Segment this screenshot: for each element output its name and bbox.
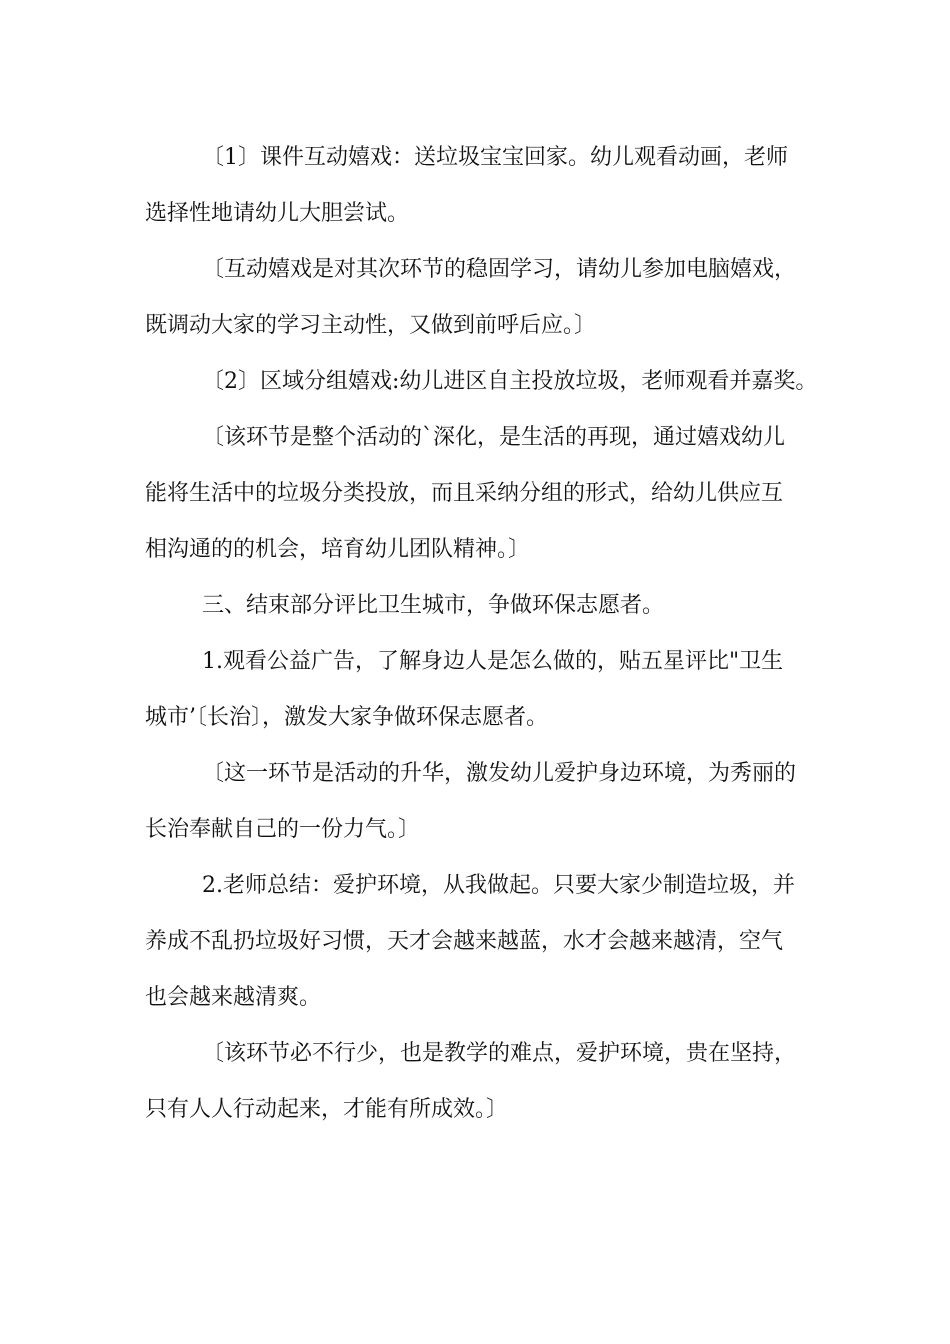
text-line: 长治奉献自己的一份力气。〕 <box>145 817 421 842</box>
text-line: 〔该环节是整个活动的`深化，是生活的再现，通过嬉戏幼儿 <box>202 425 786 450</box>
text-line: 既调动大家的学习主动性，又做到前呼后应。〕 <box>145 313 597 338</box>
text-line: 城市’〔长治〕，激发大家争做环保志愿者。 <box>145 705 548 730</box>
section-heading-conclusion <box>145 578 820 634</box>
text-line: 养成不乱扔垃圾好习惯，天才会越来越蓝，水才会越来越清，空气 <box>145 929 784 954</box>
text-line: 能将生活中的垃圾分类投放，而且采纳分组的形式，给幼儿供应互 <box>145 481 784 506</box>
paragraph-difficulty-note <box>145 1026 820 1138</box>
document-body <box>145 130 820 1138</box>
paragraph-public-ad <box>145 634 820 746</box>
text-line: 也会越来越清爽。 <box>145 985 322 1010</box>
paragraph-interactive-game-note <box>145 242 820 354</box>
text-line: 选择性地请幼儿大胆尝试。 <box>145 201 410 226</box>
text-line: 只有人人行动起来，才能有所成效。〕 <box>145 1097 509 1122</box>
text-line: 〔这一环节是活动的升华，激发幼儿爱护身边环境，为秀丽的 <box>202 761 797 786</box>
paragraph-sublimation-note <box>145 746 820 858</box>
paragraph-deepening-note <box>145 410 820 578</box>
paragraph-courseware-game <box>145 130 820 242</box>
text-line: 1.观看公益广告，了解身边人是怎么做的，贴五星评比"卫生 <box>202 649 784 674</box>
text-line: 三、结束部分评比卫生城市，争做环保志愿者。 <box>202 593 665 618</box>
text-line: 〔1〕课件互动嬉戏：送垃圾宝宝回家。幼儿观看动画，老师 <box>202 145 788 170</box>
paragraph-teacher-summary <box>145 858 820 1026</box>
text-line: 〔互动嬉戏是对其次环节的稳固学习，请幼儿参加电脑嬉戏， <box>202 257 797 282</box>
text-line: 〔2〕区域分组嬉戏:幼儿进区自主投放垃圾，老师观看并嘉奖。 <box>202 369 818 394</box>
text-line: 〔该环节必不行少，也是教学的难点，爱护环境，贵在坚持， <box>202 1041 797 1066</box>
text-line: 2.老师总结：爱护环境，从我做起。只要大家少制造垃圾，并 <box>202 873 795 898</box>
paragraph-group-game <box>145 354 820 410</box>
text-line: 相沟通的的机会，培育幼儿团队精神。〕 <box>145 537 531 562</box>
